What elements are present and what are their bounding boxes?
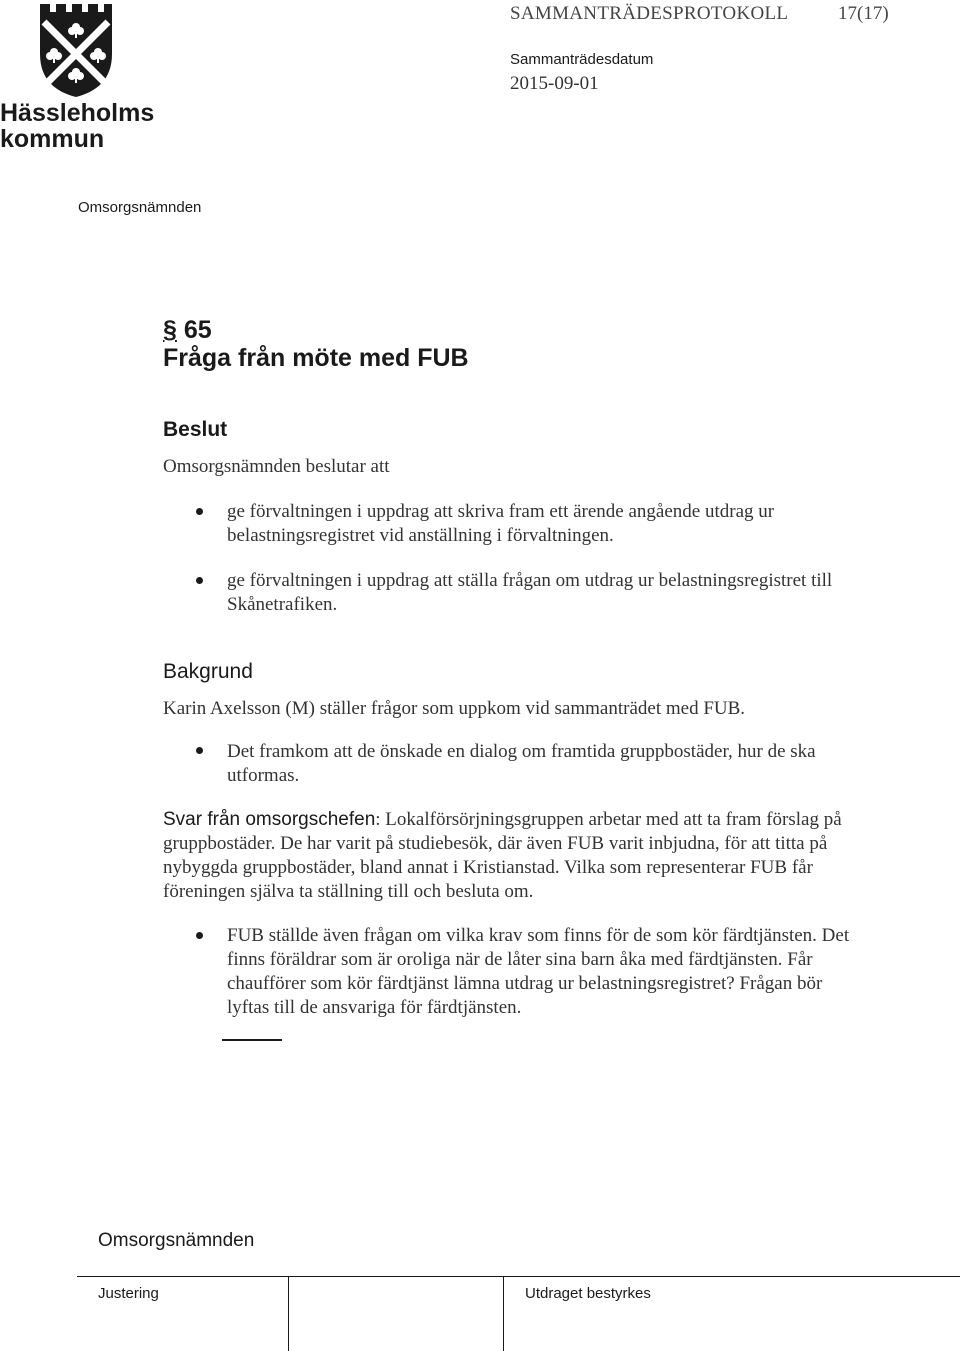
coat-of-arms-icon: [38, 2, 114, 98]
section-number-value: 65: [183, 316, 212, 344]
bullet-icon: [196, 577, 203, 584]
bakgrund-intro: Karin Axelsson (M) ställer frågor som uppkom vid sammanträdet med FUB.: [163, 698, 746, 719]
logo-text-line1: Hässleholms: [0, 99, 155, 127]
footer-committee: Omsorgsnämnden: [98, 1230, 255, 1251]
municipality-logo: [0, 0, 160, 160]
document-type: SAMMANTRÄDESPROTOKOLL: [510, 3, 789, 24]
bullet-icon: [196, 508, 203, 515]
end-divider: [222, 1039, 282, 1041]
bakgrund-item: Det framkom att de önskade en dialog om framtida gruppbostäder, hur de ska utformas.: [227, 741, 816, 786]
justering-label: Justering: [98, 1285, 159, 1302]
beslut-item: ge förvaltningen i uppdrag att ställa frågan om utdrag ur belastningsregistret till Skånetrafiken.: [227, 570, 833, 615]
beslut-intro: Omsorgsnämnden beslutar att: [163, 456, 390, 477]
date-label: Sammanträdesdatum: [510, 51, 654, 68]
utdraget-label: Utdraget bestyrkes: [525, 1285, 651, 1302]
reply-label: Svar från omsorgschefen: [163, 809, 376, 830]
beslut-item: ge förvaltningen i uppdrag att skriva fram ett ärende angående utdrag ur belastningsregistret vid anställning i förvaltningen.: [227, 501, 775, 546]
committee-name: Omsorgsnämnden: [78, 199, 202, 216]
reply-paragraph: [163, 808, 853, 904]
footer-divider: [288, 1276, 289, 1351]
footer-divider: [503, 1276, 504, 1351]
reply-text: : Lokalförsörjningsgruppen arbetar med att ta fram förslag på gruppbostäder. De har varit på studiebesök, där även FUB varit inbjudna, för att titta på nybyggda gruppbostäder, bland annat i Kristianstad. Vilka som representerar FUB får föreningen själva ta ställning till och besluta om.: [163, 809, 842, 902]
logo-text-line2: kommun: [0, 125, 105, 153]
beslut-heading: Beslut: [163, 418, 228, 441]
section-number: [163, 316, 212, 345]
bakgrund-item: FUB ställde även frågan om vilka krav som finns för de som kör färdtjänsten. Det finns föräldrar som är oroliga när de låter sina barn åka med färdtjänsten. Får chaufförer som kör färdtjänst lämna utdrag ur belastningsregistret? Frågan bör lyftas till de ansvariga för färdtjänsten.: [227, 925, 850, 1018]
footer-table: [77, 1276, 960, 1351]
section-title: Fråga från möte med FUB: [163, 344, 469, 372]
bullet-icon: [196, 932, 203, 939]
logo-text: [0, 100, 160, 152]
page-number: 17(17): [838, 3, 889, 24]
bullet-icon: [196, 747, 203, 754]
section-sign: §: [163, 316, 177, 344]
date-value: 2015-09-01: [510, 73, 599, 94]
bakgrund-heading: Bakgrund: [163, 660, 253, 683]
